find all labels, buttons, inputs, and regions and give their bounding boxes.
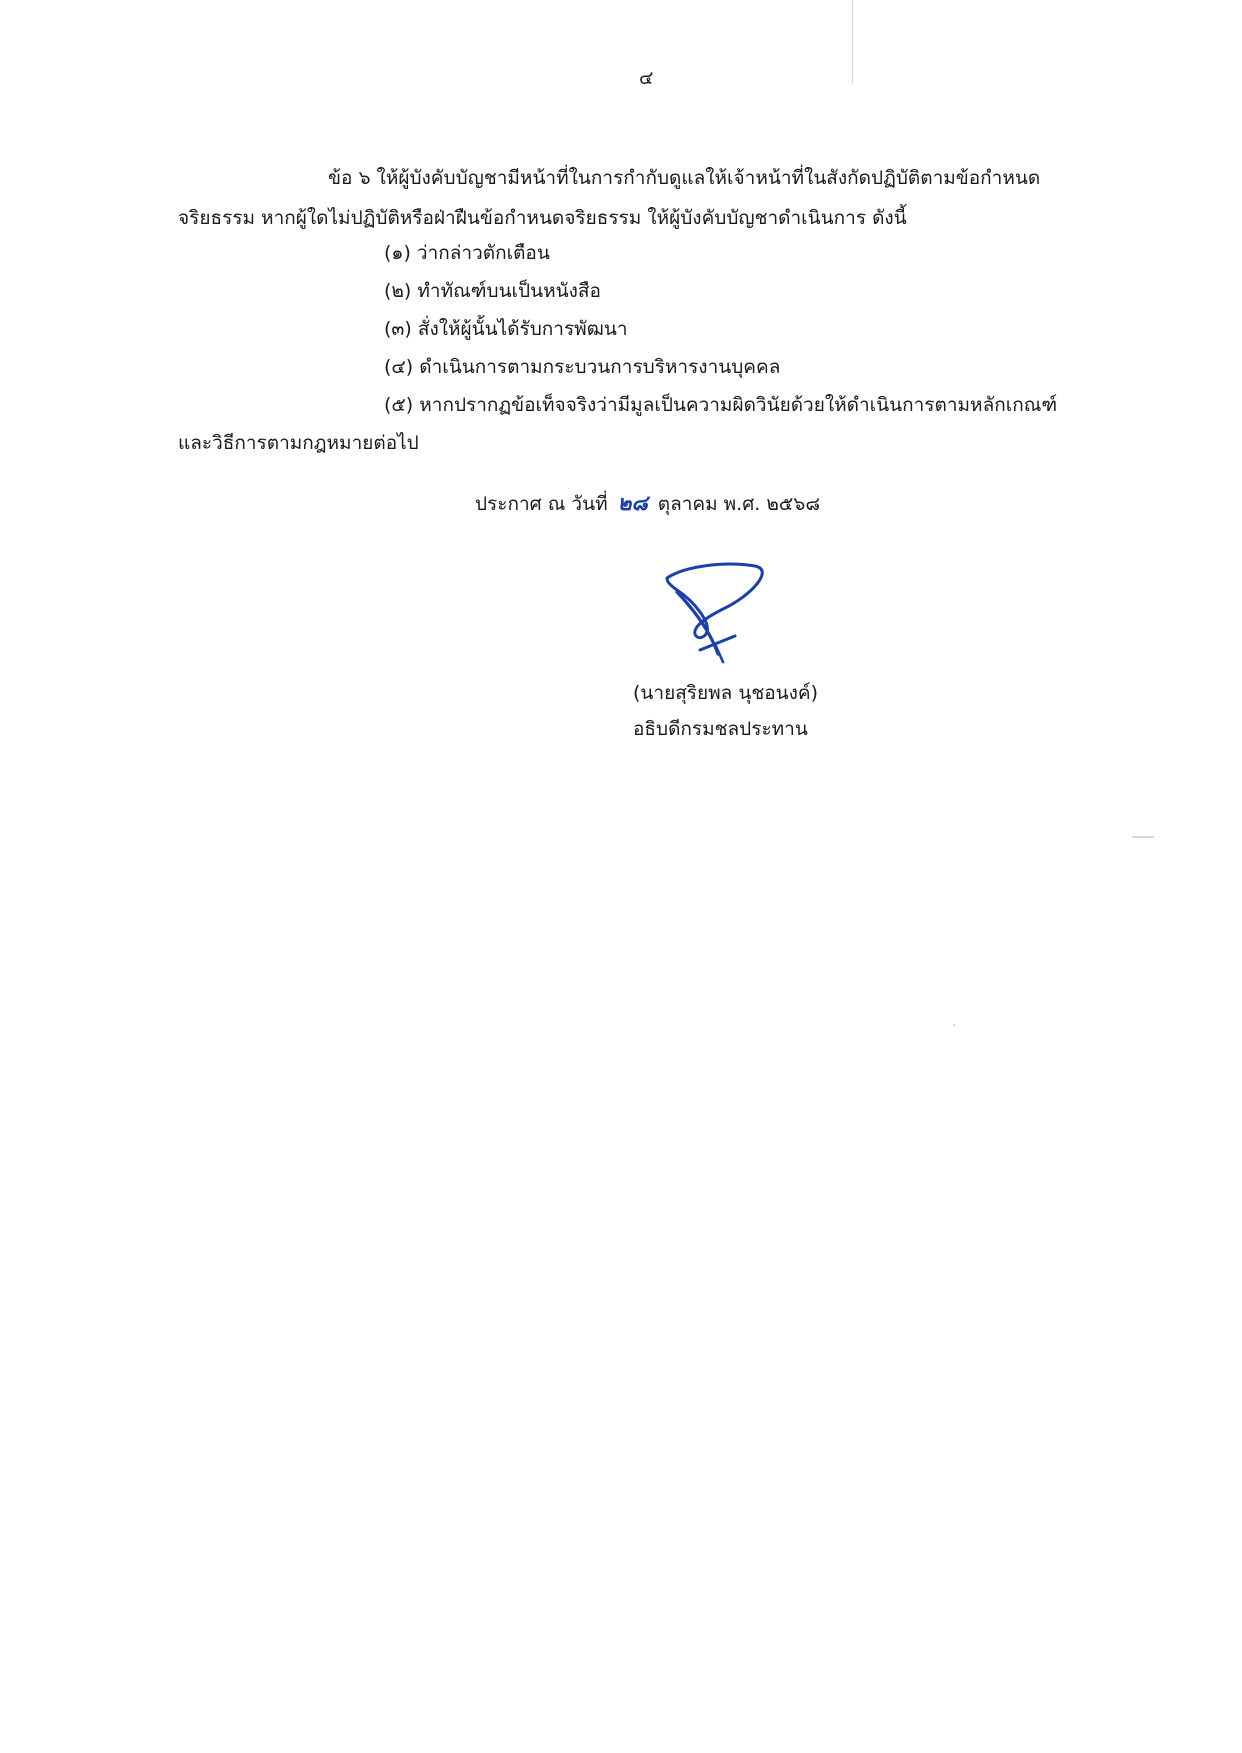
announcement-date (475, 491, 820, 516)
scan-edge-mark (1132, 836, 1154, 838)
scan-dust-mark (953, 1024, 955, 1026)
list-item-2: (๒) ทำทัณฑ์บนเป็นหนังสือ (384, 280, 601, 302)
list-item-1: (๑) ว่ากล่าวตักเตือน (384, 242, 550, 264)
scan-edge-mark (852, 0, 853, 84)
signer-name: (นายสุริยพล นุชอนงค์) (633, 682, 819, 704)
list-item-5: (๕) หากปรากฏข้อเท็จจริงว่ามีมูลเป็นความผิดวินัยด้วยให้ดำเนินการตามหลักเกณฑ์ (384, 394, 1058, 416)
list-item-4: (๔) ดำเนินการตามกระบวนการบริหารงานบุคคล (384, 356, 781, 378)
list-item-5-continuation: และวิธีการตามกฎหมายต่อไป (178, 432, 419, 454)
announcement-suffix: ตุลาคม พ.ศ. ๒๕๖๘ (657, 493, 820, 515)
handwritten-signature (655, 556, 775, 666)
announcement-day: ๒๘ (617, 491, 648, 515)
signer-title: อธิบดีกรมชลประทาน (633, 718, 808, 740)
list-item-3: (๓) สั่งให้ผู้นั้นได้รับการพัฒนา (384, 318, 628, 340)
announcement-prefix: ประกาศ ณ วันที่ (475, 493, 608, 515)
article-line-1: ข้อ ๖ ให้ผู้บังคับบัญชามีหน้าที่ในการกำกับดูแลให้เจ้าหน้าที่ในสังกัดปฏิบัติตามข้อกำหนด (328, 167, 1041, 189)
page-number: ๔ (639, 67, 654, 89)
article-line-2: จริยธรรม หากผู้ใดไม่ปฏิบัติหรือฝ่าฝืนข้อกำหนดจริยธรรม ให้ผู้บังคับบัญชาดำเนินการ ดังนี้ (178, 207, 907, 229)
